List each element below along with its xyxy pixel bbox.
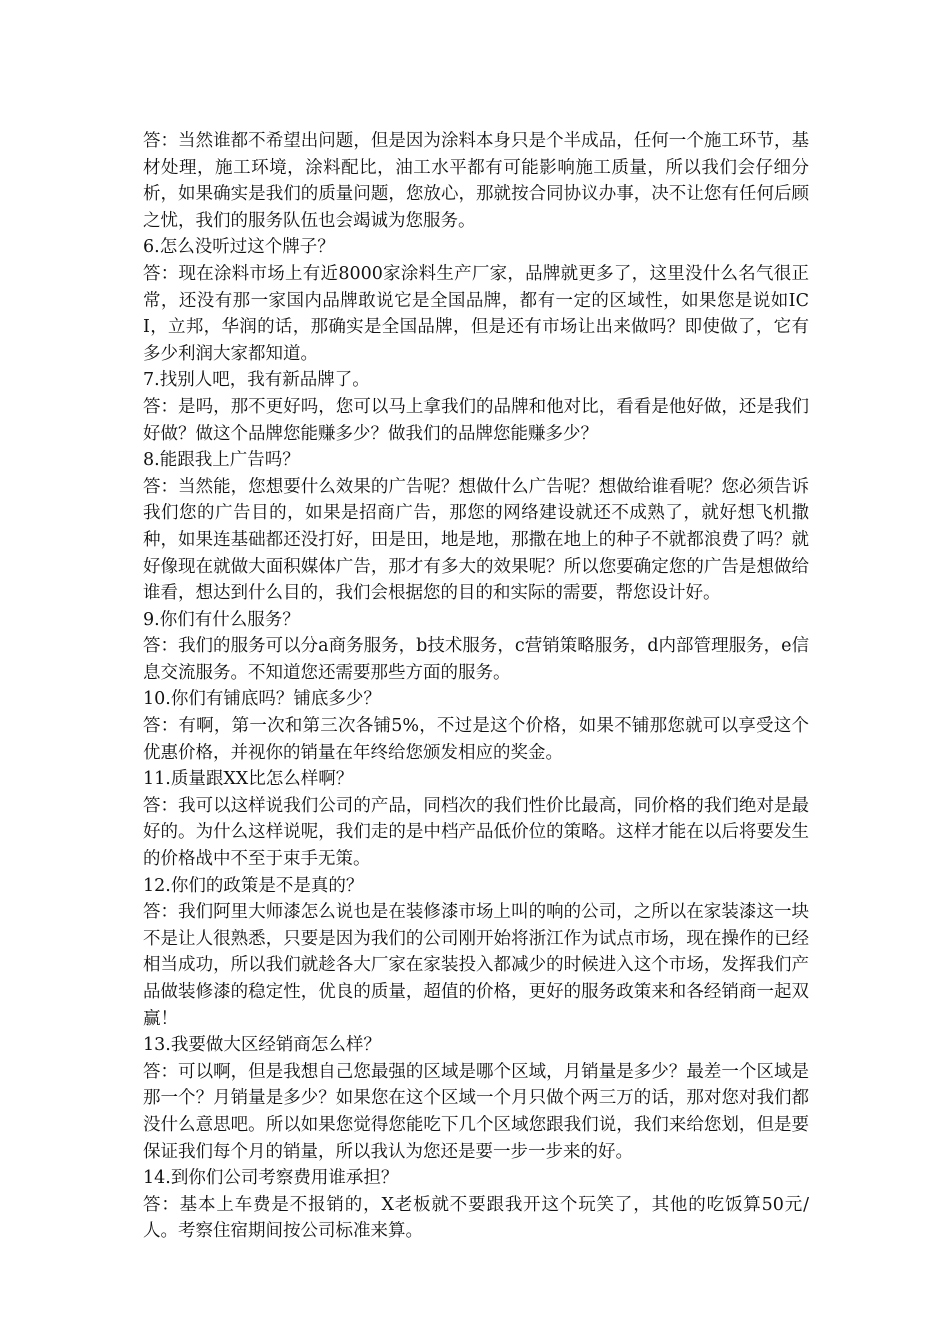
document-body [143,128,809,1245]
answer-paragraph: 答：我们阿里大师漆怎么说也是在装修漆市场上叫的响的公司，之所以在家装漆这一块不是让人很熟悉，只要是因为我们的公司刚开始将浙江作为试点市场，现在操作的已经相当成功，所以我们就趁各大厂家在家装投入都减少的时候进入这个市场，发挥我们产品做装修漆的稳定性，优良的质量，超值的价格，更好的服务政策来和各经销商一起双赢！ [143,902,809,1029]
answer-paragraph: 答：我们的服务可以分a商务服务，b技术服务，c营销策略服务，d内部管理服务，e信息交流服务。不知道您还需要那些方面的服务。 [143,636,809,683]
question-heading: 14.到你们公司考察费用谁承担？ [143,1168,399,1189]
answer-paragraph: 答：是吗，那不更好吗，您可以马上拿我们的品牌和他对比，看看是他好做，还是我们好做？做这个品牌您能赚多少？做我们的品牌您能赚多少？ [143,396,809,444]
question-heading: 10.你们有铺底吗？铺底多少？ [143,689,381,710]
answer-paragraph: 答：当然谁都不希望出问题，但是因为涂料本身只是个半成品，任何一个施工环节，基材处理，施工环境，涂料配比，油工水平都有可能影响施工质量，所以我们会仔细分析，如果确实是我们的质量问题，您放心，那就按合同协议办事，决不让您有任何后顾之忧，我们的服务队伍也会竭诚为您服务。 [143,131,809,231]
question-heading: 9.你们有什么服务？ [143,609,300,630]
answer-paragraph: 答：现在涂料市场上有近8000家涂料生产厂家，品牌就更多了，这里没什么名气很正常，还没有那一家国内品牌敢说它是全国品牌，都有一定的区域性，如果您是说如ICI，立邦，华润的话，那确实是全国品牌，但是还有市场让出来做吗？即使做了，它有多少利润大家都知道。 [143,263,809,364]
answer-paragraph: 答：有啊，第一次和第三次各铺5%，不过是这个价格，如果不铺那您就可以享受这个优惠价格，并视你的销量在年终给您颁发相应的奖金。 [143,716,809,763]
question-heading: 8.能跟我上广告吗？ [143,450,300,471]
answer-paragraph: 答：我可以这样说我们公司的产品，同档次的我们性价比最高，同价格的我们绝对是最好的。为什么这样说呢，我们走的是中档产品低价位的策略。这样才能在以后将要发生的价格战中不至于束手无策。 [143,795,809,870]
question-heading: 11.质量跟XX比怎么样啊？ [143,769,354,790]
question-heading: 12.你们的政策是不是真的？ [143,875,364,896]
answer-paragraph: 答：可以啊，但是我想自己您最强的区域是哪个区域，月销量是多少？最差一个区域是那一个？月销量是多少？如果您在这个区域一个月只做个两三万的话，那对您对我们都没什么意思吧。所以如果您觉得您能吃下几个区域您跟我们说，我们来给您划，但是要保证我们每个月的销量，所以我认为您还是要一步一步来的好。 [143,1061,809,1162]
question-heading: 7.找别人吧，我有新品牌了。 [143,370,370,391]
question-heading: 6.怎么没听过这个牌子？ [143,237,335,258]
question-heading: 13.我要做大区经销商怎么样？ [143,1035,381,1056]
answer-paragraph: 答：当然能，您想要什么效果的广告呢？想做什么广告呢？想做给谁看呢？您必须告诉我们您的广告目的，如果是招商广告，那您的网络建设就还不成熟了，就好想飞机撒种，如果连基础都还没打好，田是田，地是地，那撒在地上的种子不就都浪费了吗？就好像现在就做大面积媒体广告，那才有多大的效果呢？所以您要确定您的广告是想做给谁看，想达到什么目的，我们会根据您的目的和实际的需要，帮您设计好。 [143,476,809,604]
answer-paragraph: 答：基本上车费是不报销的，X老板就不要跟我开这个玩笑了，其他的吃饭算50元/人。考察住宿期间按公司标准来算。 [143,1194,809,1242]
